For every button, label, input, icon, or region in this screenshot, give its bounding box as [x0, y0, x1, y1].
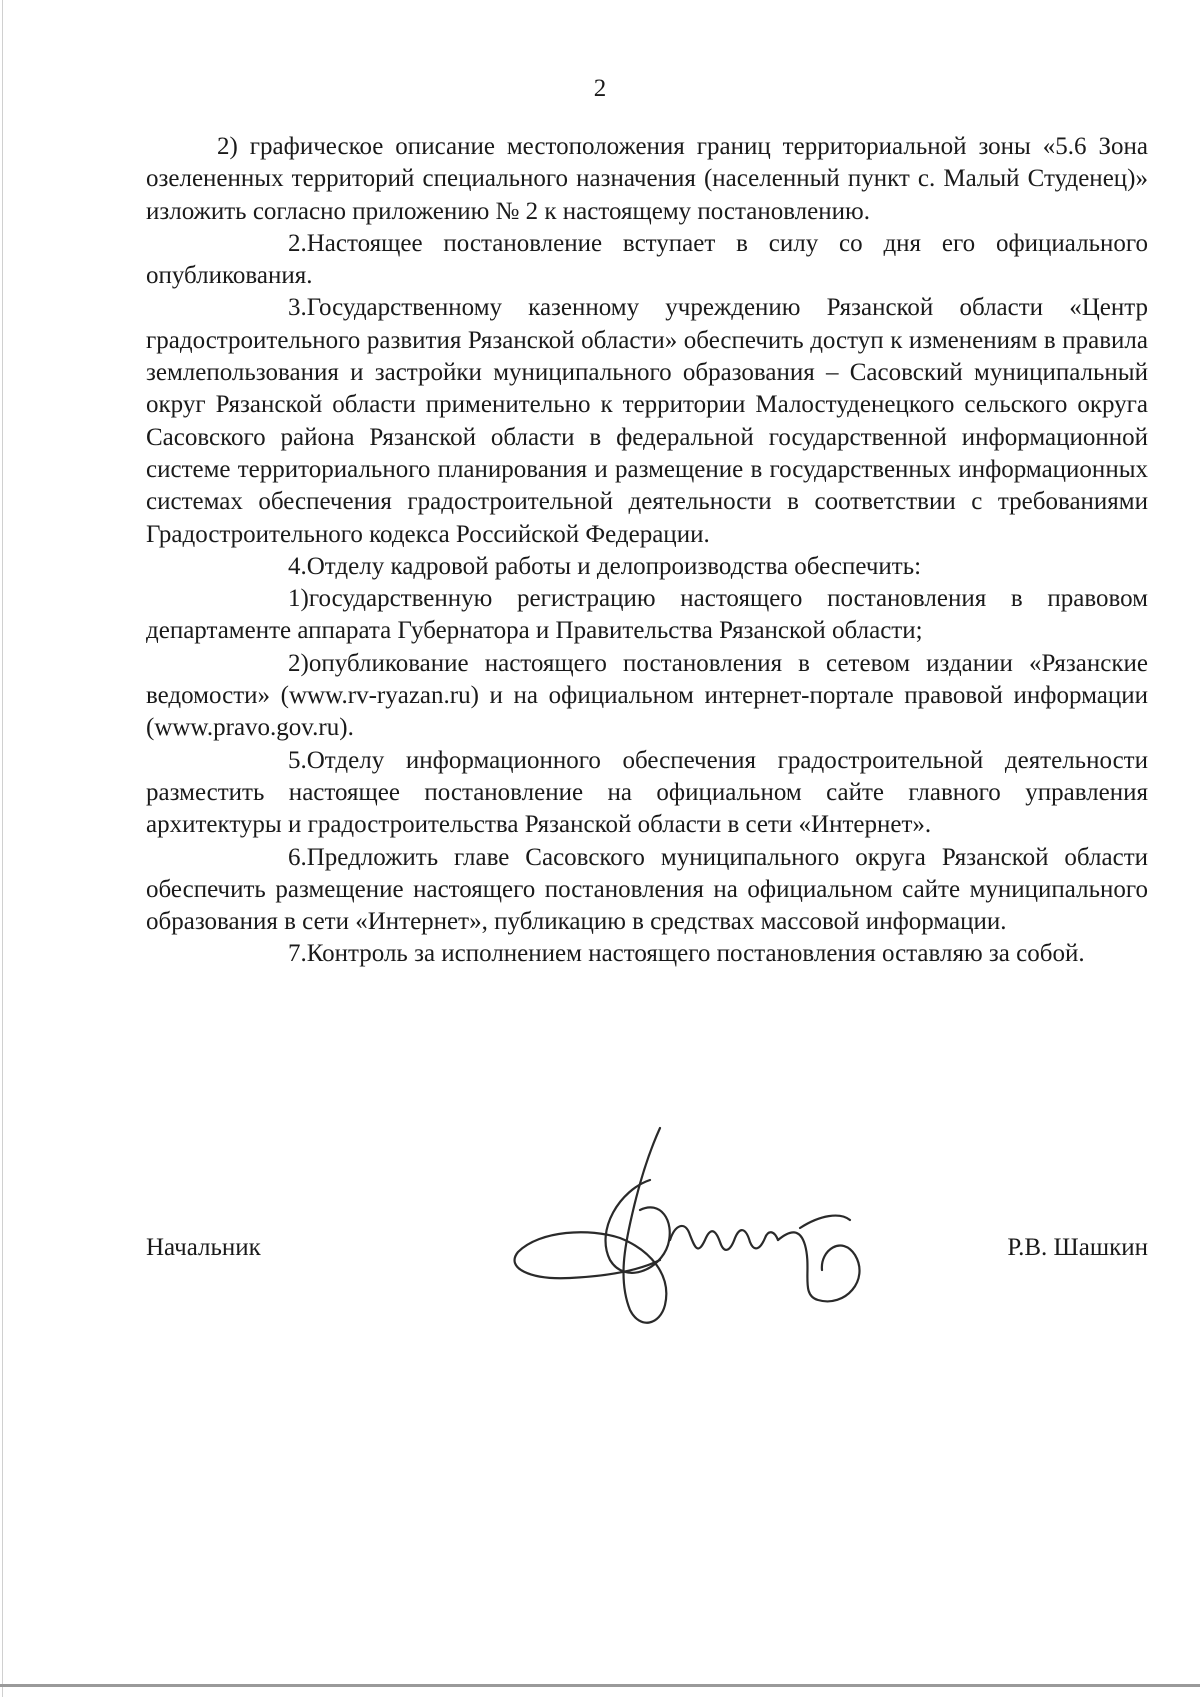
- paragraph-number: 2.: [288, 229, 307, 257]
- paragraph-4-2: [146, 648, 1148, 745]
- page-number: 2: [593, 75, 607, 102]
- paragraph-text: Отделу кадровой работы и делопроизводства обеспечить:: [306, 552, 922, 580]
- paragraph-7: [146, 938, 1148, 970]
- signature-block: [146, 1232, 1148, 1272]
- paragraph-number: 1): [288, 585, 309, 613]
- paragraph-graphic-description: [146, 131, 1148, 228]
- paragraph-number: 7.: [288, 940, 307, 968]
- paragraph-number: 4.: [288, 552, 307, 580]
- paragraph-number: 3.: [288, 294, 307, 322]
- paragraph-text: опубликование настоящего постановления в сетевом издании «Рязанские ведомости» (www.rv-ryazan.ru) и на официальном интернет-портале правовой информации (www.pravo.gov.ru).: [146, 649, 1148, 742]
- paragraph-text: Контроль за исполнением настоящего постановления оставляю за собой.: [306, 940, 1085, 968]
- paragraph-number: 5.: [288, 746, 307, 774]
- paragraph-number: 6.: [288, 843, 307, 871]
- paragraph-number: 2): [288, 649, 309, 677]
- paragraph-text: Настоящее постановление вступает в силу со дня его официального опубликования.: [146, 229, 1148, 290]
- paragraph-2: [146, 228, 1148, 293]
- paragraph-text: Отделу информационного обеспечения градостроительной деятельности разместить настоящее постановление на официальном сайте главного управления архитектуры и градостроительства Рязанской области в сети «Интернет».: [146, 746, 1148, 839]
- scan-border-line: [0, 1684, 1200, 1687]
- signer-title: Начальник: [146, 1234, 261, 1261]
- paragraph-text: государственную регистрацию настоящего постановления в правовом департаменте аппарата Губернатора и Правительства Рязанской области;: [146, 585, 1148, 645]
- paragraph-4: [146, 551, 1148, 583]
- paragraph-text: Государственному казенному учреждению Рязанской области «Центр градостроительного развития Рязанской области» обеспечить доступ к изменениям в правила землепользования и застройки муниципального образования – Сасовский муниципальный округ Рязанской области применительно к территории Малостуденецкого сельского округа Сасовского района Рязанской области в федеральной государственной информационной системе территориального планирования и размещение в государственных информационных системах обеспечения градостроительной деятельности в соответствии с требованиями Градостроительного кодекса Российской Федерации.: [146, 294, 1148, 548]
- document-body: [146, 131, 1148, 971]
- paragraph-3: [146, 292, 1148, 550]
- paragraph-text: Предложить главе Сасовского муниципального округа Рязанской области обеспечить размещение настоящего постановления на официальном сайте муниципального образования в сети «Интернет», публикацию в средствах массовой информации.: [146, 843, 1148, 936]
- signer-name: Р.В. Шашкин: [1007, 1234, 1148, 1261]
- handwritten-signature: [500, 1120, 880, 1340]
- scan-edge: [2, 0, 3, 1697]
- paragraph-6: [146, 842, 1148, 939]
- paragraph-4-1: [146, 583, 1148, 648]
- paragraph-5: [146, 745, 1148, 842]
- paragraph-text: 2) графическое описание местоположения границ территориальной зоны «5.6 Зона озелененных территорий специального назначения (населенный пункт с. Малый Студенец)» изложить согласно приложению № 2 к настоящему постановлению.: [146, 133, 1148, 225]
